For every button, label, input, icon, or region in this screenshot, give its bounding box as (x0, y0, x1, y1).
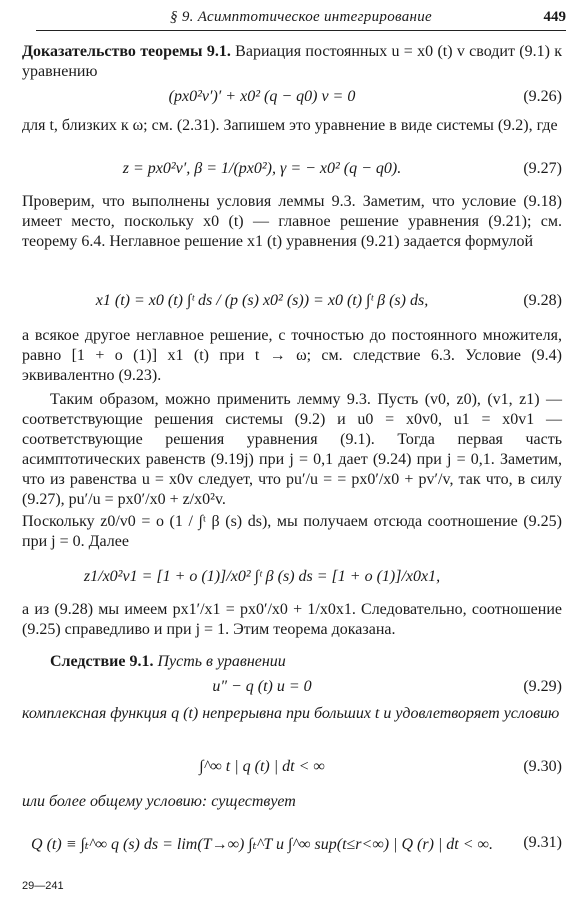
proof-intro-paragraph (22, 42, 562, 82)
formula-9-26 (22, 86, 562, 110)
formula-expression: Q (t) ≡ ∫ₜ^∞ q (s) ds = lim(T→∞) ∫ₜ^T и ∫^∞ sup(t≤r<∞) | Q (r) | dt < ∞. (31, 836, 493, 853)
formula-9-31 (22, 832, 562, 856)
running-header (36, 8, 566, 31)
paragraph-text: или более общему условию: существует (22, 793, 296, 810)
equation-number: (9.31) (523, 834, 562, 851)
formula-expression: z1/x0²v1 = [1 + o (1)]/x0² ∫ᵗ β (s) ds = [1 + o (1)]/x0x1, (83, 568, 441, 585)
proof-heading: Доказательство теоремы 9.1. (22, 43, 231, 60)
formula-9-30 (22, 756, 562, 780)
paragraph-text: комплексная функция q (t) непрерывна при больших t и удовлетворяет условию (22, 705, 560, 722)
paragraph-since (22, 512, 562, 552)
paragraph-text: Проверим, что выполнены условия леммы 9.3. Заметим, что условие (9.18) имеет место, поскольку x0 (t) — главное решение уравнения (9.21); см. теорему 6.4. Неглавное решение x1 (t) уравнения (9.21) задается формулой (22, 193, 562, 250)
equation-number: (9.29) (523, 678, 562, 695)
formula-expression: x1 (t) = x0 (t) ∫ᵗ ds / (p (s) x0² (s)) = x0 (t) ∫ᵗ β (s) ds, (95, 292, 429, 309)
equation-number: (9.27) (523, 160, 562, 177)
paragraph-text: а из (9.28) мы имеем px1′/x1 = px0′/x0 + 1/x0x1. Следовательно, соотношение (9.25) справедливо и при j = 1. Этим теорема доказана. (22, 601, 562, 638)
paragraph-text: для t, близких к ω; см. (2.31). Запишем это уравнение в виде системы (9.2), где (22, 117, 558, 134)
equation-number: (9.26) (523, 88, 562, 105)
formula-9-29 (22, 676, 562, 700)
formula-z1-ratio (22, 566, 562, 590)
formula-expression: u″ − q (t) u = 0 (212, 678, 312, 695)
paragraph-text: Поскольку z0/v0 = o (1 / ∫ᵗ β (s) ds), мы получаем отсюда соотношение (9.25) при j = 0. Далее (22, 513, 562, 550)
formula-expression: (px0²v′)′ + x0² (q − q0) v = 0 (168, 88, 356, 105)
equation-number: (9.30) (523, 758, 562, 775)
paragraph-apply-lemma (22, 390, 562, 510)
proof-intro-text: Вариация постоянных u = x0 (t) v сводит (9.1) к уравнению (22, 43, 563, 80)
formula-expression: ∫^∞ t | q (t) | dt < ∞ (199, 758, 325, 775)
corollary-intro: Пусть в уравнении (153, 653, 286, 670)
equation-number: (9.28) (523, 292, 562, 309)
paragraph-conclusion (22, 600, 562, 640)
formula-expression: z = px0²v′, β = 1/(px0²), γ = − x0² (q − q0). (122, 160, 402, 177)
printer-signature: 29—241 (22, 880, 64, 892)
paragraph-text: Таким образом, можно применить лемму 9.3. Пусть (v0, z0), (v1, z1) — соответствующие решения системы (9.2) и u0 = x0v0, u1 = x0v1 — соответствующие решения уравнения (9.1). Тогда первая часть асимптотических равенств (9.19j) при j = 0,1 дает (9.24) при j = 0,1. Заметим, что из равенства u = x0v следует, что pu′/u = = px0′/x0 + pv′/v, так что, в силу (9.27), pu′/u = px0′/x0 + z/x0²v. (22, 391, 562, 508)
paragraph-system (22, 116, 562, 136)
corollary-heading: Следствие 9.1. (50, 653, 154, 670)
formula-9-28 (22, 290, 562, 314)
paragraph-general-condition (22, 792, 562, 812)
formula-9-27 (22, 158, 562, 182)
paragraph-complex-function (22, 704, 562, 724)
paragraph-lemma-check (22, 192, 562, 252)
corollary-heading-paragraph (22, 652, 562, 672)
page-number: 449 (543, 9, 566, 25)
paragraph-nonprincipal (22, 326, 562, 386)
paragraph-text: а всякое другое неглавное решение, с точностью до постоянного множителя, равно [1 + o (1)] x1 (t) при t → ω; см. следствие 6.3. Условие (9.4) эквивалентно (9.23). (22, 327, 562, 384)
header-title: § 9. Асимптотическое интегрирование (170, 9, 432, 25)
